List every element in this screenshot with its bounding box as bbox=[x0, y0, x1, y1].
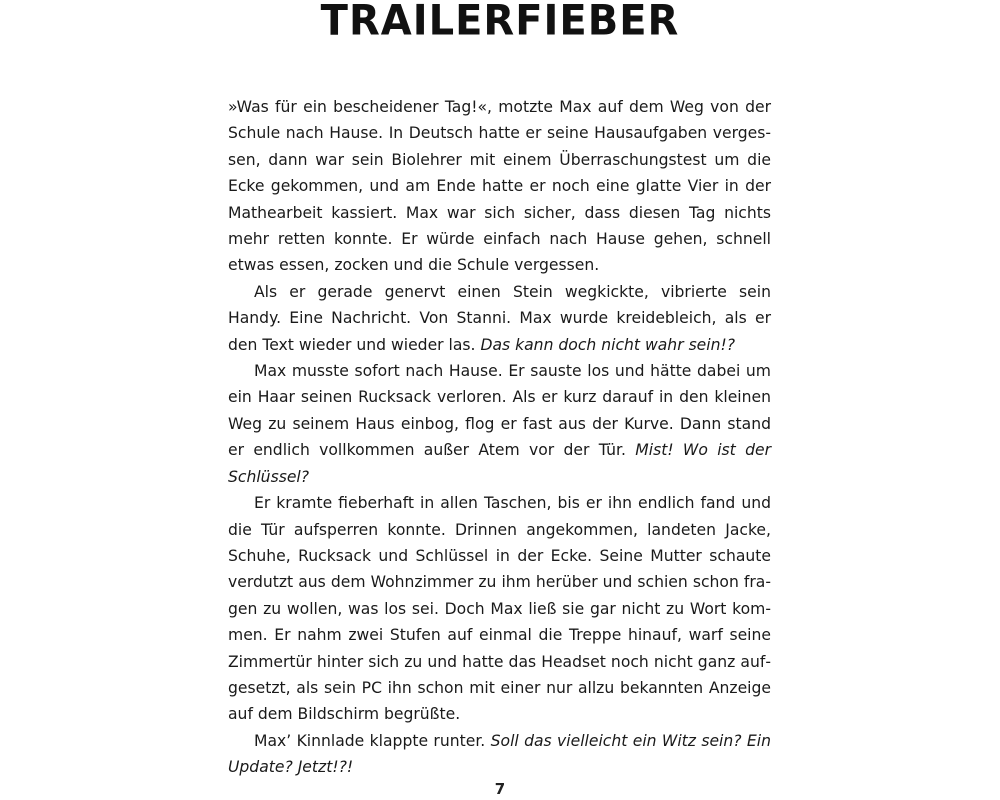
paragraph-2-text: Als er gerade genervt einen Stein wegkickte, vibrierte sein Handy. Eine Nachricht. Von Stanni. Max wurde kreidebleich, als er den Text wieder und wieder las. bbox=[228, 282, 771, 354]
body-text bbox=[228, 94, 771, 781]
paragraph-5-text: Max’ Kinnlade klappte runter. bbox=[254, 731, 491, 750]
paragraph-5-italic-thought: Soll das vielleicht ein Witz sein? Ein Update? Jetzt!?! bbox=[228, 731, 771, 777]
page-number: 7 bbox=[494, 780, 506, 798]
paragraph-1-text: »Was für ein bescheidener Tag!«, motzte Max auf dem Weg von der Schule nach Hause. In Deutsch hatte er seine Hausaufgaben vergessen, dann war sein Biolehrer mit einem Überraschungstest um die Ecke gekommen, und am Ende hatte er noch eine glatte Vier in der Mathearbeit kassiert. Max war sich sicher, dass diesen Tag nichts mehr retten konnte. Er würde einfach nach Hause gehen, schnell etwas essen, zocken und die Schule vergessen. bbox=[228, 98, 771, 275]
paragraph-2-italic-thought: Das kann doch nicht wahr sein!? bbox=[480, 335, 736, 354]
paragraph-1 bbox=[228, 94, 771, 279]
paragraph-3-italic-thought: Mist! Wo ist der Schlüssel? bbox=[228, 441, 771, 486]
paragraph-5 bbox=[228, 728, 771, 781]
chapter-title: TRAILERFIEBER bbox=[320, 0, 680, 46]
paragraph-3-text: Max musste sofort nach Hause. Er sauste los und hätte dabei um ein Haar seinen Rucksack verloren. Als er kurz darauf in den kleinen Weg zu seinem Haus einbog, flog er fast aus der Kurve. Dann stand er endlich vollkommen außer Atem vor der Tür. bbox=[228, 362, 771, 460]
paragraph-3 bbox=[228, 358, 771, 490]
paragraph-2 bbox=[228, 279, 771, 358]
paragraph-4-text: Er kramte fieberhaft in allen Taschen, bis er ihn endlich fand und die Tür aufsperren konnte. Drinnen angekommen, landeten Jacke, Schuhe, Rucksack und Schlüssel in der Ecke. Seine Mutter schaute verdutzt aus dem Wohnzimmer zu ihm herüber und schien schon fragen zu wollen, was los sei. Doch Max ließ sie gar nicht zu Wort kommen. Er nahm zwei Stufen auf einmal die Treppe hinauf, warf seine Zimmertür hinter sich zu und hatte das Headset noch nicht ganz aufgesetzt, als sein PC ihn schon mit einer nur allzu bekannten Anzeige auf dem Bildschirm begrüßte. bbox=[228, 494, 771, 724]
paragraph-4 bbox=[228, 490, 771, 728]
